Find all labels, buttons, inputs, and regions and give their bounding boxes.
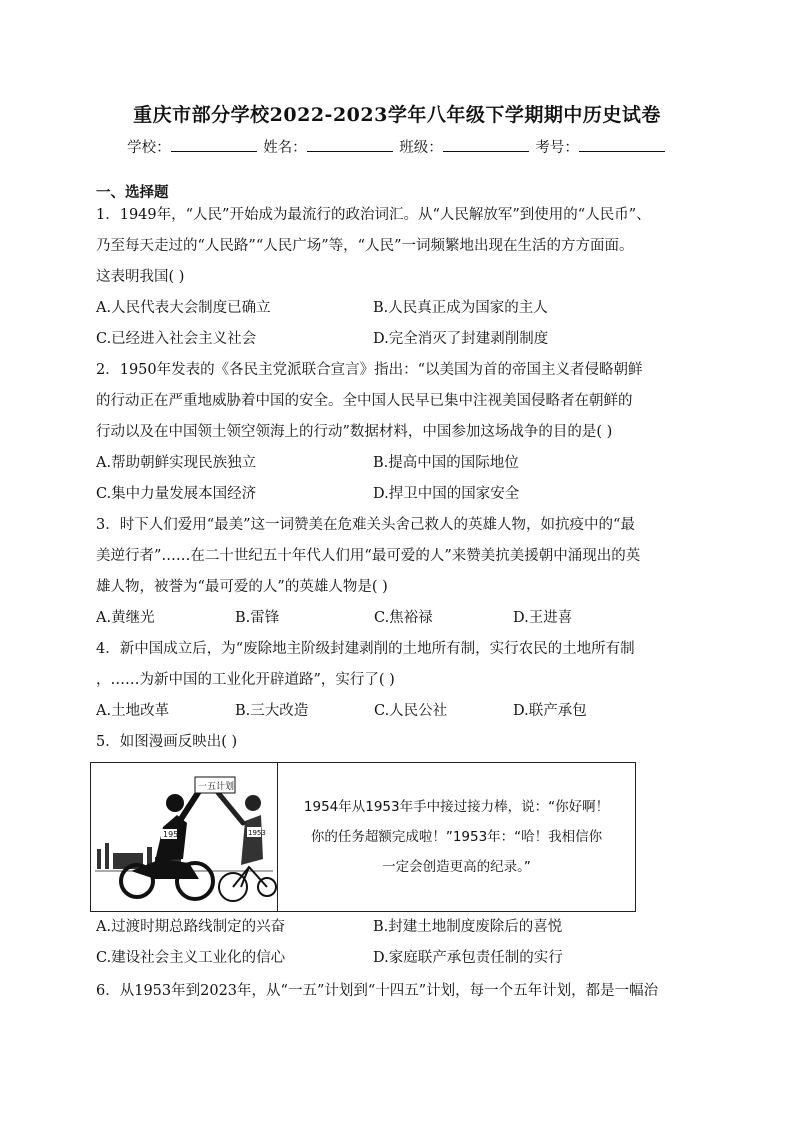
question-line: ，……为新中国的工业化开辟道路”，实行了( ) — [96, 672, 395, 688]
option-d[interactable]: D.完全消灭了封建剥削制度 — [373, 331, 549, 347]
cartoon-figure — [90, 762, 636, 912]
questions-area — [96, 200, 696, 1007]
name-label: 姓名： — [263, 140, 307, 156]
rider-1954-label: 1954 — [163, 830, 184, 839]
option-c[interactable]: C.建设社会主义工业化的信心 — [96, 950, 286, 966]
option-a[interactable]: A.过渡时期总路线制定的兴奋 — [96, 919, 286, 935]
option-c[interactable]: C.已经进入社会主义社会 — [96, 331, 257, 347]
caption-line: 一定会创造更高的纪录。” — [382, 859, 531, 875]
question-line: 4．新中国成立后，为“废除地主阶级封建剥削的土地所有制，实行农民的土地所有制 — [96, 641, 635, 657]
school-blank[interactable] — [171, 138, 257, 152]
class-blank[interactable] — [443, 138, 529, 152]
option-b[interactable]: B.人民真正成为国家的主人 — [373, 300, 548, 316]
option-a[interactable]: A.帮助朝鲜实现民族独立 — [96, 455, 257, 471]
caption-line: 你的任务超额完成啦！”1953年：“哈！我相信你 — [310, 829, 603, 845]
student-info-row — [0, 136, 794, 157]
exam-number-label: 考号： — [535, 140, 579, 156]
question-line: 6．从1953年到2023年，从“一五”计划到“十四五”计划，每一个五年计划，都是一幅治 — [96, 983, 659, 999]
option-d[interactable]: D.家庭联产承包责任制的实行 — [373, 950, 563, 966]
question-5 — [96, 727, 696, 974]
exam-title: 重庆市部分学校2022-2023学年八年级下学期期中历史试卷 — [133, 104, 661, 126]
caption-line: 1954年从1953年手中接过接力棒，说：“你好啊！ — [303, 799, 610, 815]
question-line: 行动以及在中国领土领空领海上的行动”数据材料，中国参加这场战争的目的是( ) — [96, 424, 613, 440]
option-a[interactable]: A.土地改革 — [96, 703, 170, 719]
option-c[interactable]: C.焦裕禄 — [374, 610, 433, 626]
question-1 — [96, 200, 696, 355]
question-line: 这表明我国( ) — [96, 269, 185, 285]
option-a[interactable]: A.黄继光 — [96, 610, 155, 626]
option-b[interactable]: B.提高中国的国际地位 — [373, 455, 519, 471]
option-b[interactable]: B.三大改造 — [235, 703, 309, 719]
question-line: 5．如图漫画反映出( ) — [96, 734, 238, 750]
question-line: 1．1949年，“人民”开始成为最流行的政治词汇。从“人民解放军”到使用的“人民币”、 — [96, 207, 651, 223]
option-c[interactable]: C.集中力量发展本国经济 — [96, 486, 257, 502]
option-b[interactable]: B.雷锋 — [235, 610, 280, 626]
question-line: 乃至每天走过的“人民路”“人民广场”等，“人民”一词频繁地出现在生活的方方面面。 — [96, 238, 634, 254]
option-d[interactable]: D.王进喜 — [513, 610, 573, 626]
question-line: 美逆行者”……在二十世纪五十年代人们用“最可爱的人”来赞美抗美援朝中涌现出的英 — [96, 548, 641, 564]
exam-number-blank[interactable] — [579, 138, 665, 152]
option-a[interactable]: A.人民代表大会制度已确立 — [96, 300, 271, 316]
question-line: 的行动正在严重地威胁着中国的安全。全中国人民早已集中注视美国侵略者在朝鲜的 — [96, 393, 633, 409]
question-2 — [96, 355, 696, 510]
school-label: 学校： — [127, 140, 171, 156]
option-d[interactable]: D.捍卫中国的国家安全 — [373, 486, 520, 502]
question-3 — [96, 510, 696, 634]
question-6 — [96, 976, 696, 1007]
question-line: 2．1950年发表的《各民主党派联合宣言》指出：“以美国为首的帝国主义者侵略朝鲜 — [96, 362, 643, 378]
name-blank[interactable] — [307, 138, 393, 152]
relay-cartoon-illustration — [91, 763, 277, 911]
option-d[interactable]: D.联产承包 — [513, 703, 587, 719]
question-line: 3．时下人们爱用“最美”这一词赞美在危难关头舍己救人的英雄人物，如抗疫中的“最 — [96, 517, 635, 533]
class-label: 班级： — [399, 140, 443, 156]
question-4 — [96, 634, 696, 727]
section-heading: 一、选择题 — [96, 184, 169, 201]
cartoon-caption — [278, 763, 635, 911]
five-year-plan-label: 一五计划 — [198, 782, 235, 792]
rider-1953-label: 1953 — [248, 829, 266, 837]
option-c[interactable]: C.人民公社 — [374, 703, 448, 719]
option-b[interactable]: B.封建土地制度废除后的喜悦 — [373, 919, 563, 935]
cartoon-image — [91, 763, 278, 911]
question-line: 雄人物，被誉为“最可爱的人”的英雄人物是( ) — [96, 579, 388, 595]
